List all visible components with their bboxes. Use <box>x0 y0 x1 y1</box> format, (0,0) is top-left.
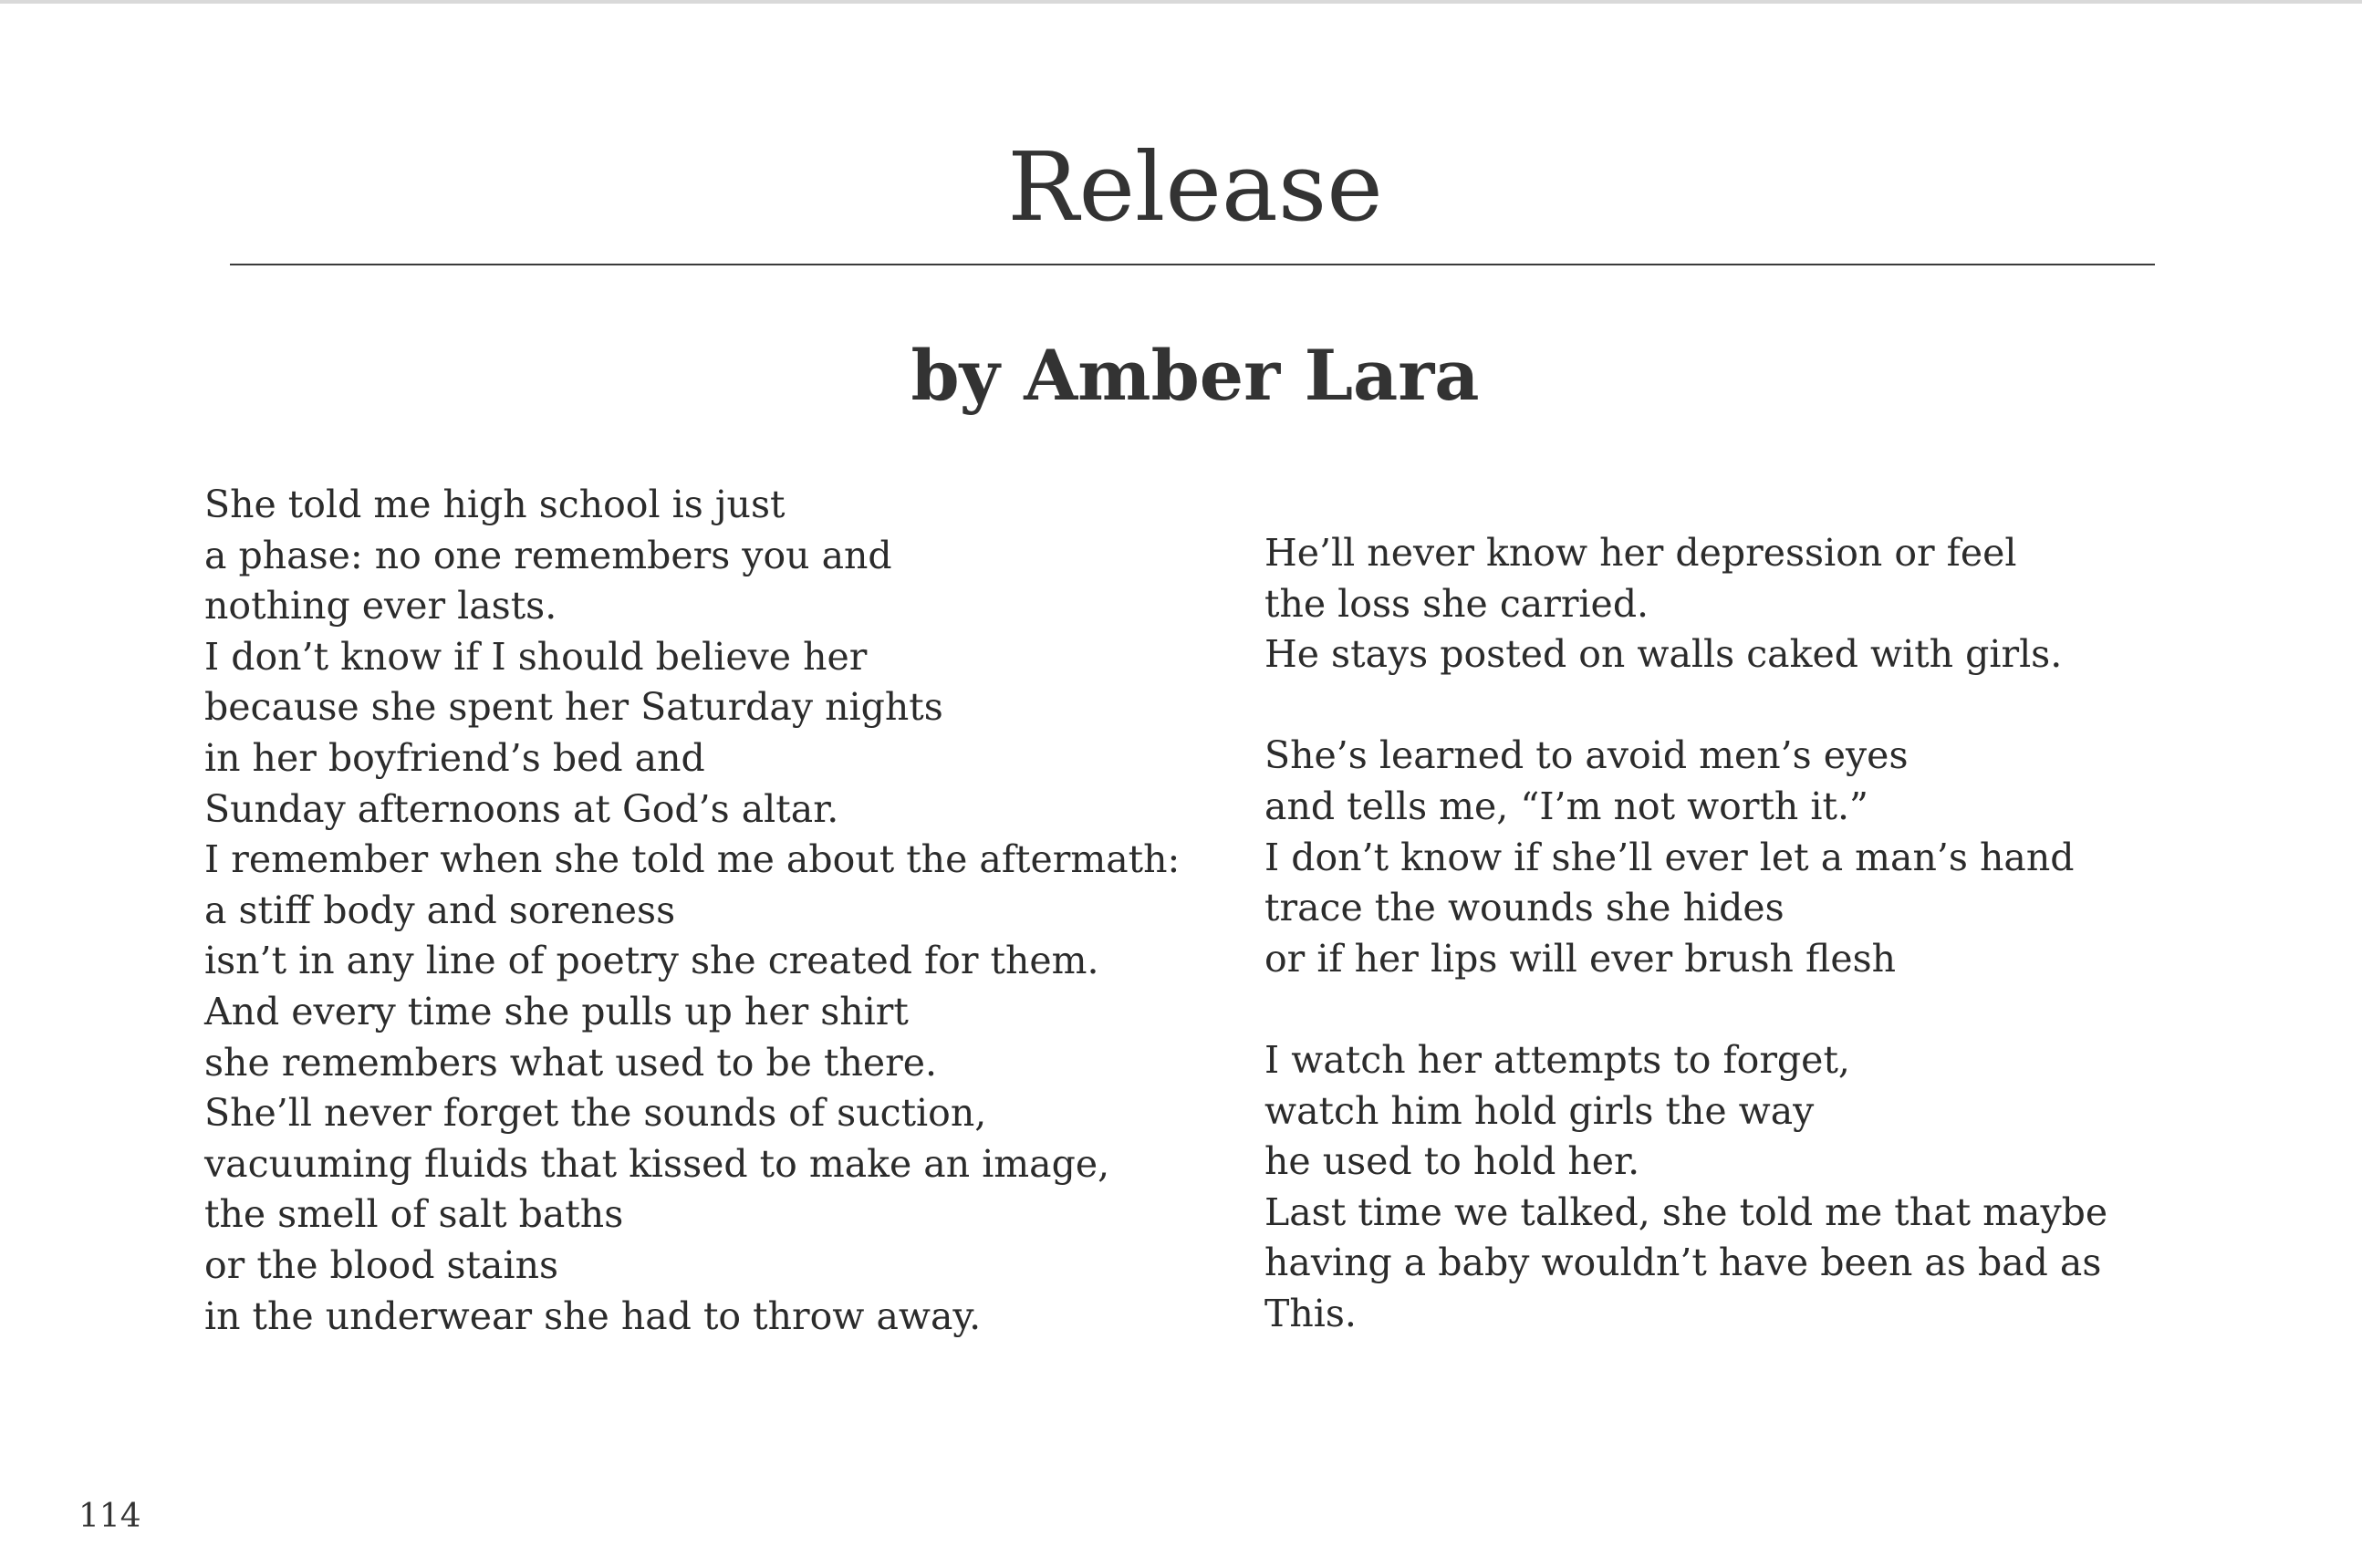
poem-line: And every time she pulls up her shirt <box>204 989 909 1033</box>
poem-line: or if her lips will ever brush flesh <box>1264 936 1897 981</box>
poem-line: in the underwear she had to throw away. <box>204 1293 982 1338</box>
poem-line: trace the wounds she hides <box>1264 886 1785 930</box>
poem-line: vacuuming fluids that kissed to make an image, <box>204 1141 1110 1186</box>
poem-line: he used to hold her. <box>1264 1139 1640 1184</box>
poem-line: she remembers what used to be there. <box>204 1040 938 1085</box>
poem-line: Sunday afternoons at God’s altar. <box>204 786 839 831</box>
poem-line: and tells me, “I’m not worth it.” <box>1264 784 1868 828</box>
poem-line: She told me high school is just <box>204 483 786 526</box>
page-number: 114 <box>78 1498 141 1535</box>
page-top-edge <box>0 0 2362 4</box>
poem-line: She’ll never forget the sounds of suction, <box>204 1091 987 1136</box>
poem-line: I don’t know if she’ll ever let a man’s hand <box>1264 835 2075 879</box>
poem-line: having a baby wouldn’t have been as bad as <box>1264 1241 2102 1285</box>
poem-line: or the blood stains <box>204 1242 559 1287</box>
poem-line: watch him hold girls the way <box>1264 1088 1815 1133</box>
poem-line: because she spent her Saturday nights <box>204 685 943 730</box>
poem-line: the smell of salt baths <box>204 1192 624 1237</box>
poem-line: She’s learned to avoid men’s eyes <box>1264 733 1909 778</box>
poem-line: He stays posted on walls caked with girls. <box>1264 632 2063 677</box>
poem-left-column <box>204 480 1180 1342</box>
poem-line: a stiff body and soreness <box>204 888 676 932</box>
poem-line: in her boyfriend’s bed and <box>204 735 705 780</box>
poem-line: the loss she carried. <box>1264 581 1649 626</box>
poem-line: I don’t know if I should believe her <box>204 634 868 679</box>
poem-line: isn’t in any line of poetry she created for them. <box>204 939 1099 983</box>
poem-line: He’ll never know her depression or feel <box>1264 531 2017 575</box>
poem-line: This. <box>1264 1291 1357 1335</box>
poem-byline: by Amber Lara <box>910 335 1480 416</box>
poem-line: Last time we talked, she told me that maybe <box>1264 1189 2108 1234</box>
poem-title: Release <box>1007 131 1383 243</box>
stanza-break <box>1264 680 2107 732</box>
poem-line: I remember when she told me about the aftermath: <box>204 837 1181 882</box>
poem-right-column <box>1264 528 2107 1340</box>
stanza-break <box>1264 984 2107 1035</box>
title-divider <box>230 264 2155 265</box>
poem-line: nothing ever lasts. <box>204 584 557 628</box>
poem-line: a phase: no one remembers you and <box>204 533 892 577</box>
poem-line: I watch her attempts to forget, <box>1264 1037 1850 1082</box>
